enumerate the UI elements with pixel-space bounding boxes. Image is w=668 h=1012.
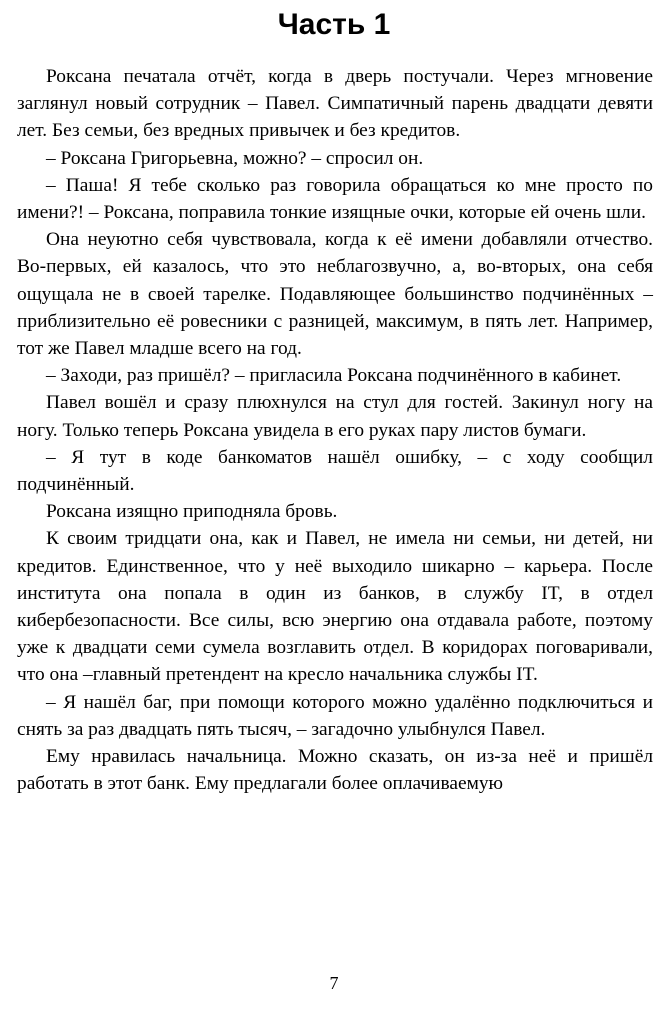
paragraph: Роксана изящно приподняла бровь. — [46, 501, 338, 523]
paragraph: Она неуютно себя чувствовала, когда к её имени добавляли отчество. Во-первых, ей казалось, что это неблагозвучно, а, во-вторых, она себя ощущала не в своей тарелке. Подавляющее большинство подчинённых – приблизительно её ровесники с разницей, максимум, в пять лет. Например, тот же Павел младше всего на год. — [17, 229, 653, 360]
paragraph: – Я тут в коде банкоматов нашёл ошибку, – с ходу сообщил подчинённый. — [17, 446, 653, 496]
paragraph: – Я нашёл баг, при помощи которого можно удалённо подключиться и снять за раз двадцать пять тысяч, – загадочно улыбнулся Павел. — [17, 691, 653, 740]
paragraph: Роксана печатала отчёт, когда в дверь постучали. Через мгновение заглянул новый сотрудник – Павел. Симпатичный парень двадцати девяти лет. Без семьи, без вредных привычек и без кредитов. — [17, 66, 653, 142]
paragraph: Ему нравилась начальница. Можно сказать, он из-за неё и пришёл работать в этот банк. Ему предлагали более оплачиваемую — [17, 746, 653, 795]
paragraph: Павел вошёл и сразу плюхнулся на стул для гостей. Закинул ногу на ногу. Только теперь Роксана увидела в его руках пару листов бумаги. — [17, 392, 653, 441]
chapter-title: Часть 1 — [277, 8, 391, 41]
paragraph: – Роксана Григорьевна, можно? – спросил он. — [46, 147, 424, 169]
paragraph: – Заходи, раз пришёл? – пригласила Роксана подчинённого в кабинет. — [46, 365, 622, 387]
paragraph: – Паша! Я тебе сколько раз говорила обращаться ко мне просто по имени?! – Роксана, поправила тонкие изящные очки, которые ей очень шли. — [17, 174, 653, 224]
body-text — [17, 63, 653, 797]
page-number: 7 — [329, 973, 339, 993]
paragraph: К своим тридцати она, как и Павел, не имела ни семьи, ни детей, ни кредитов. Единственное, что у неё выходило шикарно – карьера. После института она попала в один из банков, в службу IT, в отдел кибербезопасности. Все силы, всю энергию она отдавала работе, поэтому уже к двадцати семи сумела возглавить отдел. В коридорах поговаривали, что она –главный претендент на кресло начальника службы IT. — [17, 528, 653, 686]
